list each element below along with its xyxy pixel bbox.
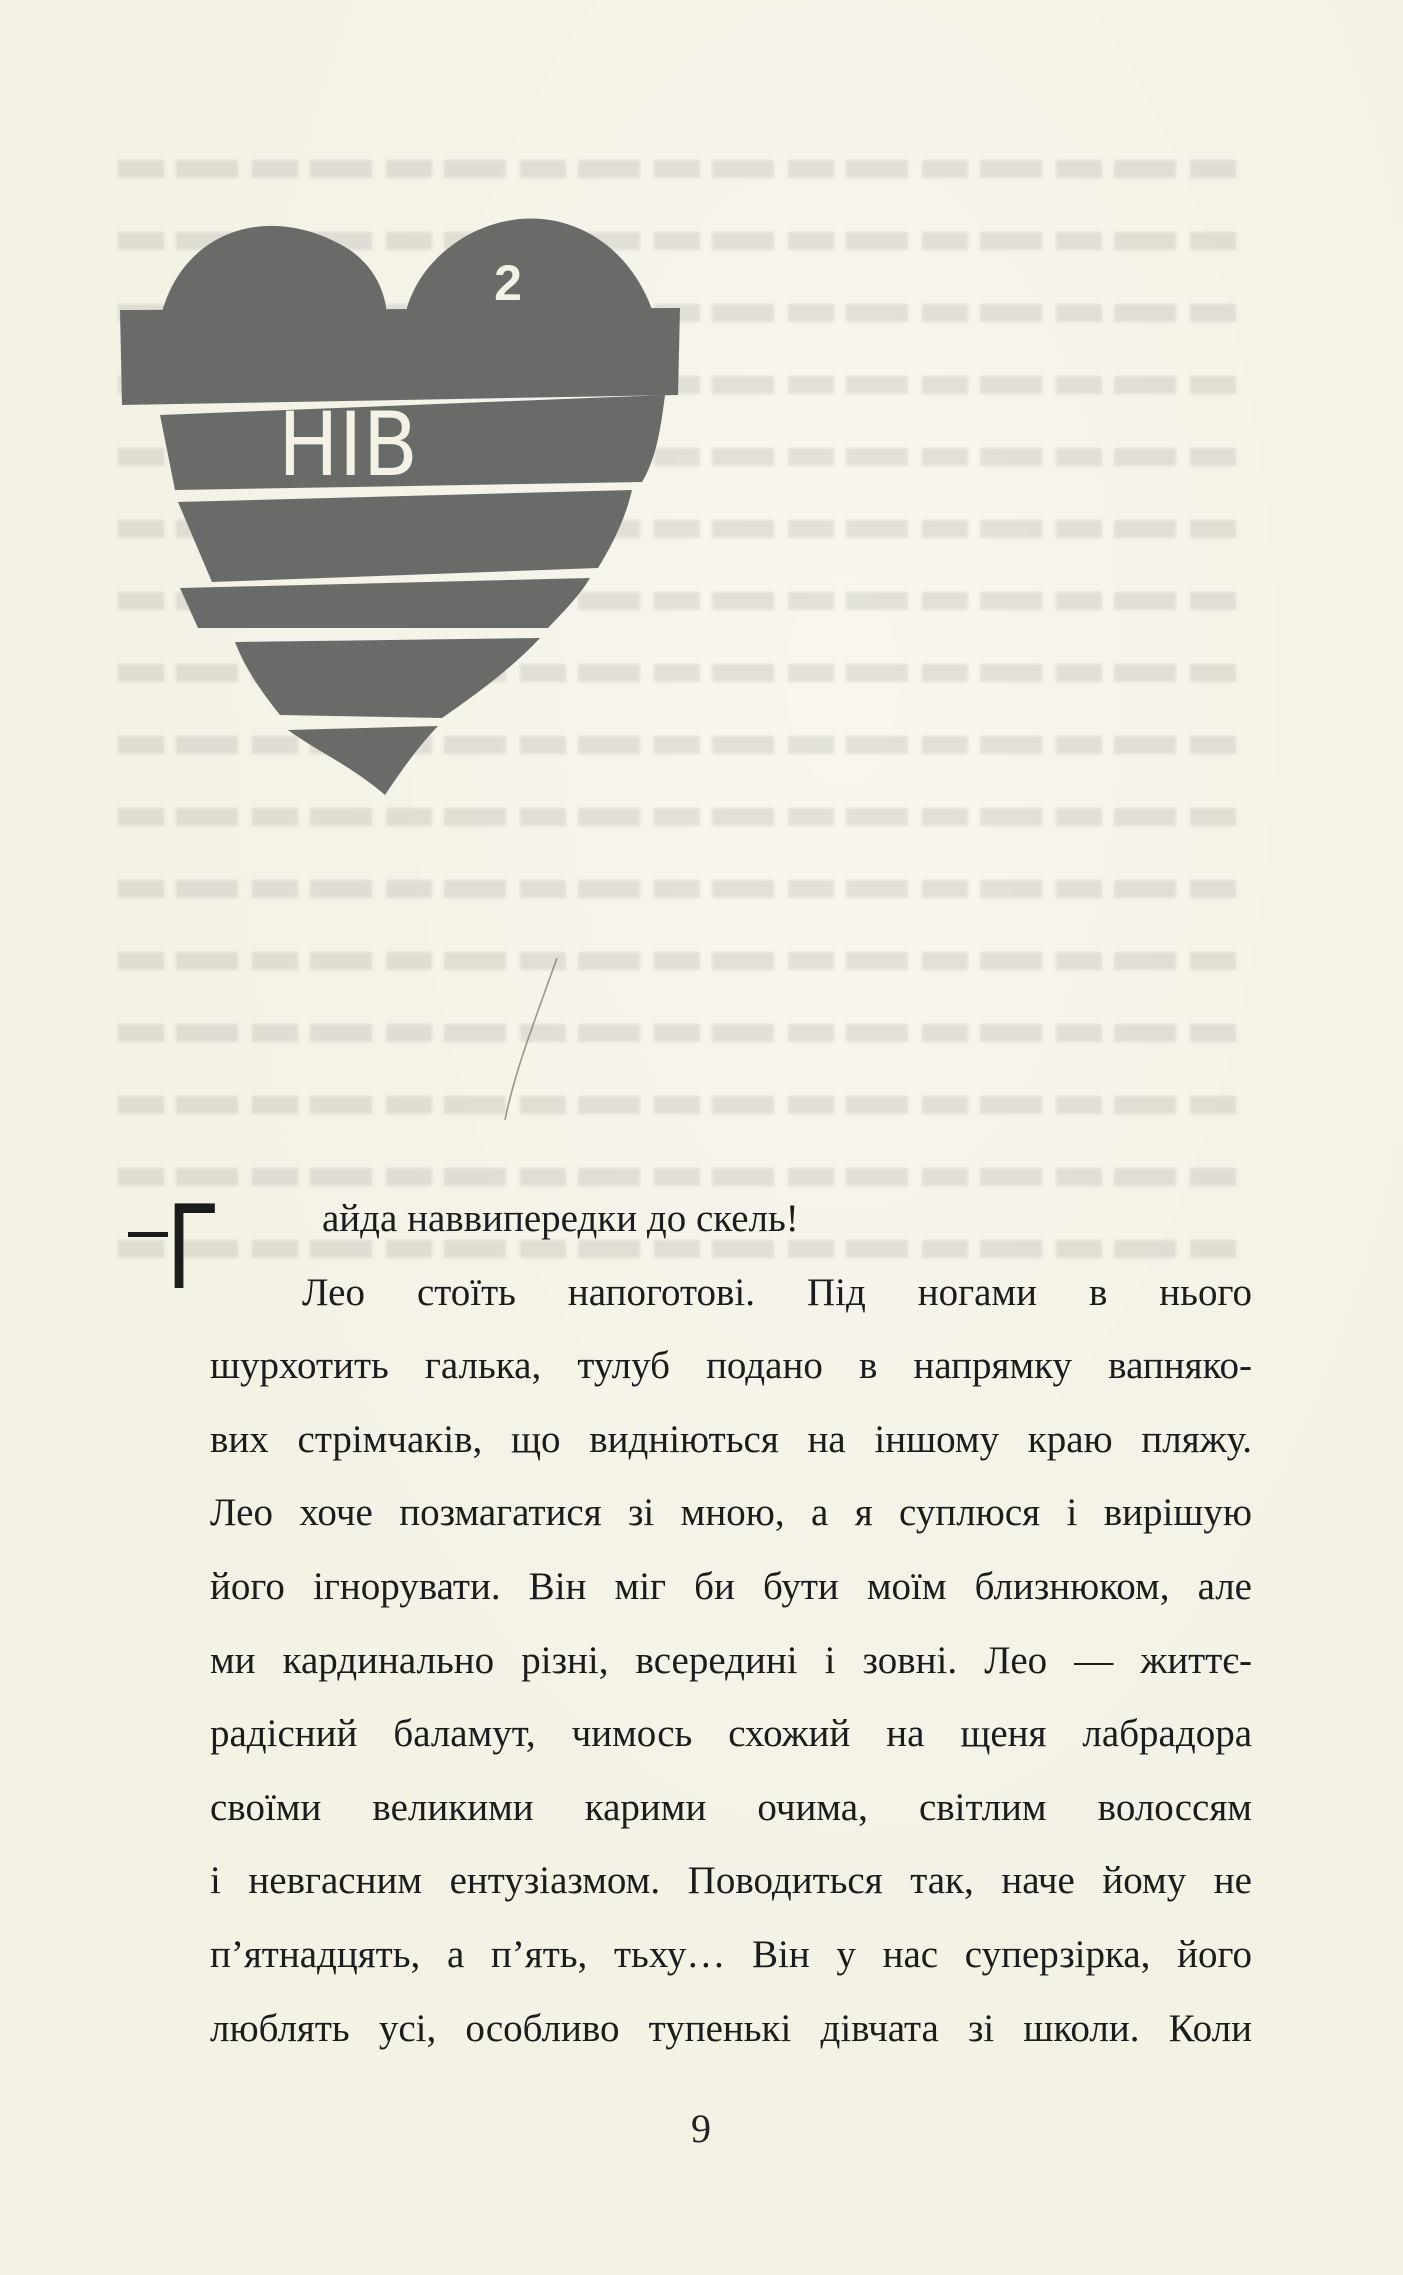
text-line: ми кардинально різні, всередині і зовні. Лео — життє- bbox=[210, 1638, 1252, 1682]
text-line: його ігнорувати. Він міг би бути моїм близнюком, але bbox=[210, 1564, 1252, 1608]
text-line: вих стрімчаків, що видніються на іншому краю пляжу. bbox=[210, 1417, 1252, 1461]
chapter-body bbox=[166, 1182, 1252, 2065]
text-line: і невгасним ентузіазмом. Поводиться так, наче йому не bbox=[210, 1859, 1252, 1903]
text-line: Лео хоче позмагатися зі мною, а я суплюся і вирішую bbox=[210, 1491, 1252, 1535]
dropcap bbox=[128, 1198, 248, 1310]
dropcap-letter: Г bbox=[166, 1198, 220, 1310]
heart-icon bbox=[120, 190, 680, 890]
text-line: п’ятнадцять, а п’ять, тьху… Він у нас суперзірка, його bbox=[210, 1932, 1252, 1976]
chapter-title: НІВ bbox=[278, 393, 418, 496]
chapter-heart-emblem bbox=[120, 190, 680, 890]
text-line: люблять усі, особливо тупенькі дівчата зі школи. Коли bbox=[210, 2006, 1252, 2050]
text-line: айда наввипередки до скель! bbox=[322, 1197, 799, 1240]
text-line: радісний баламут, чимось схожий на щеня лабрадора bbox=[210, 1712, 1252, 1756]
text-line: своїми великими карими очима, світлим волоссям bbox=[210, 1785, 1252, 1829]
chapter-number: 2 bbox=[494, 255, 522, 311]
text-line: Лео стоїть напоготові. Під ногами в нього bbox=[302, 1270, 1252, 1314]
text-line: шурхотить галька, тулуб подано в напрямку вапняко- bbox=[210, 1344, 1252, 1388]
page-number: 9 bbox=[691, 2106, 711, 2151]
paper-scratch bbox=[495, 950, 565, 1125]
